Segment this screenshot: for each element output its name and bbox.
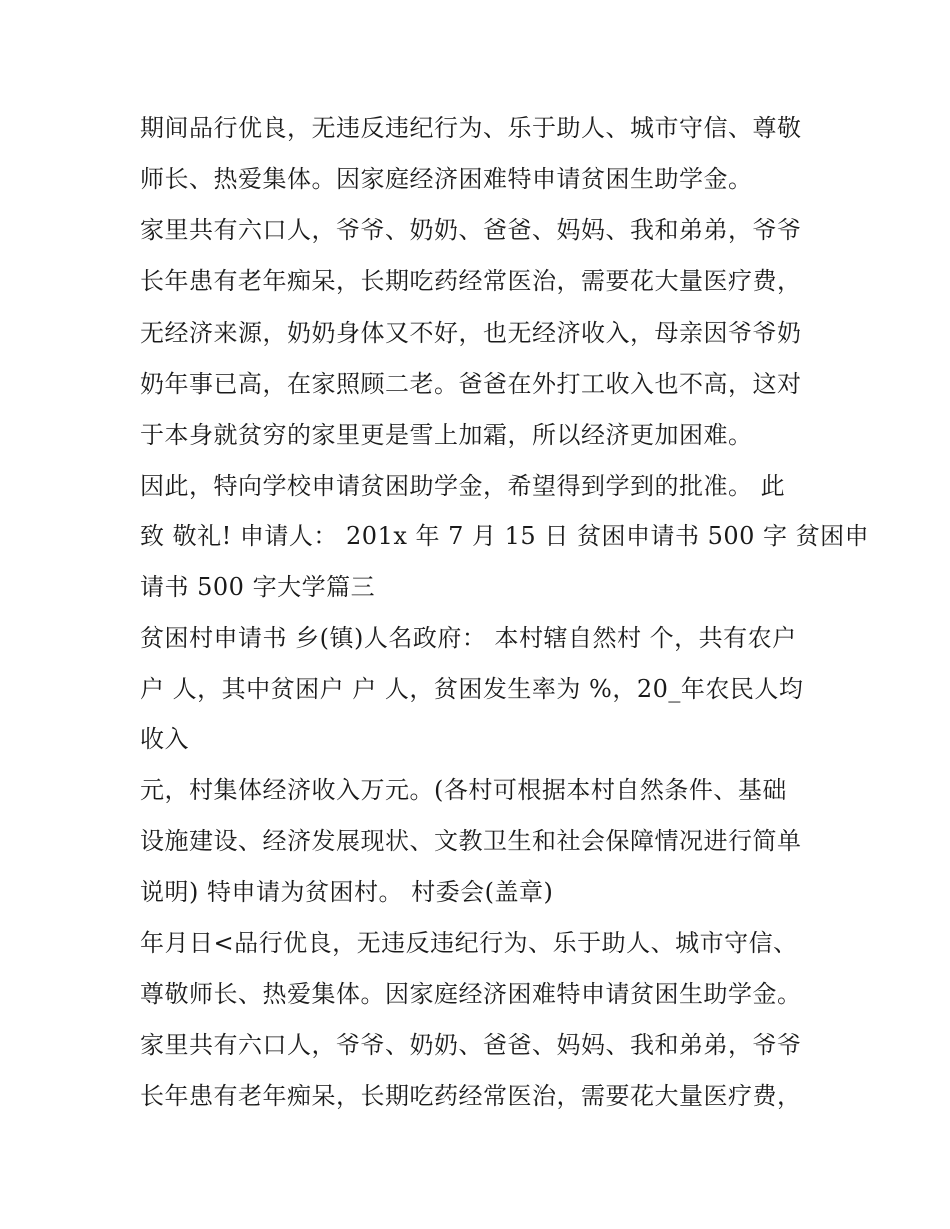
text-line: 长年患有老年痴呆，长期吃药经常医治，需要花大量医疗费， — [140, 267, 802, 295]
text-line: 贫困村申请书 乡(镇)人名政府： 本村辖自然村 个，共有农户 — [140, 624, 797, 652]
text-line: 期间品行优良，无违反违纪行为、乐于助人、城市守信、尊敬 — [140, 114, 802, 142]
text-line: 无经济来源，奶奶身体又不好，也无经济收入，母亲因爷爷奶 — [140, 319, 802, 347]
text-line: 奶年事已高，在家照顾二老。爸爸在外打工收入也不高，这对 — [140, 370, 802, 398]
text-line: 家里共有六口人，爷爷、奶奶、爸爸、妈妈、我和弟弟，爷爷 — [140, 216, 802, 244]
text-line: 设施建设、经济发展现状、文教卫生和社会保障情况进行简单 — [140, 827, 802, 855]
text-line: 于本身就贫穷的家里更是雪上加霜，所以经济更加困难。 — [140, 421, 753, 449]
text-line: 收入 — [140, 725, 189, 753]
text-line: 元，村集体经济收入万元。(各村可根据本村自然条件、基础 — [140, 776, 787, 804]
text-line: 师长、热爱集体。因家庭经济困难特申请贫困生助学金。 — [140, 165, 753, 193]
text-line: 长年患有老年痴呆，长期吃药经常医治，需要花大量医疗费， — [140, 1082, 802, 1110]
text-line: 请书 500 字大学篇三 — [140, 573, 376, 601]
text-line: 尊敬师长、热爱集体。因家庭经济困难特申请贫困生助学金。 — [140, 980, 802, 1008]
text-line: 户 人，其中贫困户 户 人，贫困发生率为 %，20_年农民人均 — [140, 675, 804, 703]
text-line: 家里共有六口人，爷爷、奶奶、爸爸、妈妈、我和弟弟，爷爷 — [140, 1031, 802, 1059]
text-line: 因此，特向学校申请贫困助学金，希望得到学到的批准。 此 — [140, 472, 786, 500]
text-line: 说明) 特申请为贫困村。 村委会(盖章) — [140, 878, 554, 906]
text-line: 年月日<品行优良，无违反违纪行为、乐于助人、城市守信、 — [140, 929, 798, 957]
text-line: 致 敬礼! 申请人： 201x 年 7 月 15 日 贫困申请书 500 字 贫困申 — [140, 522, 870, 550]
